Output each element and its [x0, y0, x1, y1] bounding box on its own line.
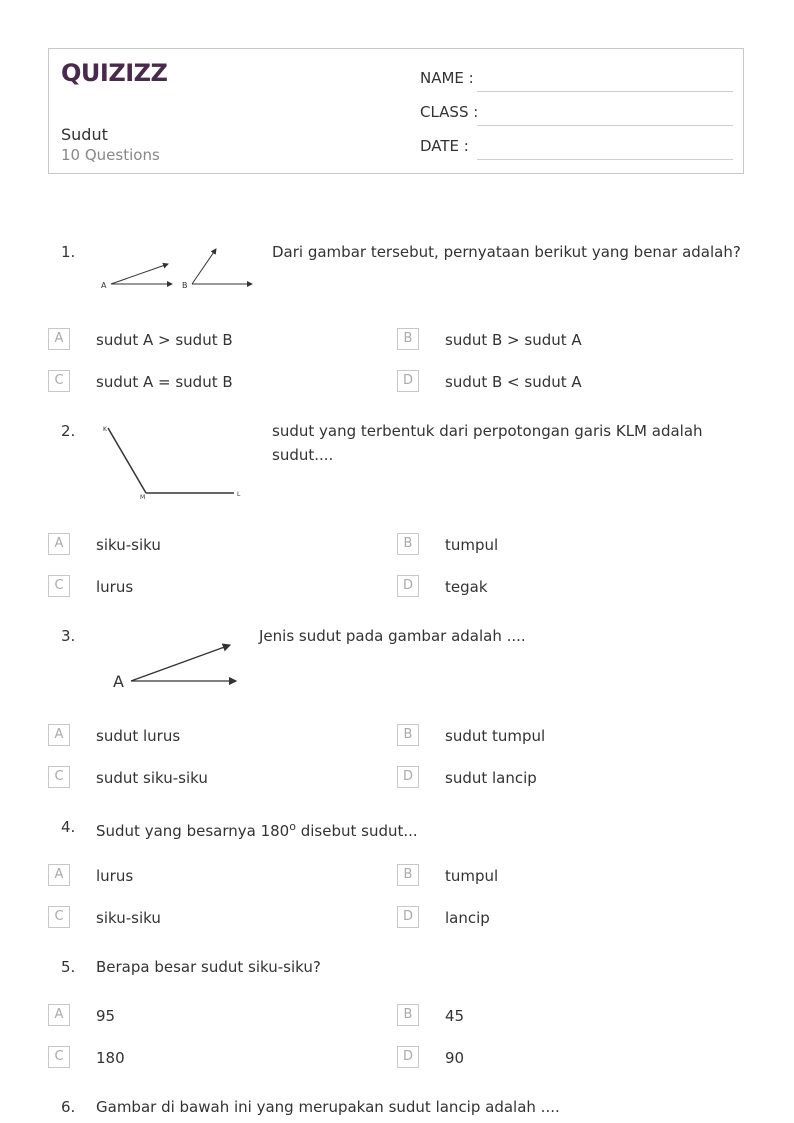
- name-field: [420, 69, 474, 87]
- question-1-figure: [96, 244, 256, 294]
- class-line[interactable]: [477, 125, 733, 126]
- question-text-line: sudut....: [272, 446, 334, 464]
- option-letter[interactable]: D: [397, 906, 419, 928]
- question-count: 10 Questions: [61, 146, 160, 164]
- date-label: DATE :: [420, 137, 469, 155]
- option-letter[interactable]: B: [397, 724, 419, 746]
- option-text: 90: [445, 1049, 465, 1067]
- figure-label: A: [113, 672, 124, 691]
- question-text: Berapa besar sudut siku-siku?: [96, 958, 321, 976]
- option-letter[interactable]: C: [48, 766, 70, 788]
- option-letter[interactable]: D: [397, 1046, 419, 1068]
- option-letter[interactable]: B: [397, 533, 419, 555]
- question-text: Dari gambar tersebut, pernyataan berikut yang benar adalah?: [272, 243, 741, 261]
- question-text: Jenis sudut pada gambar adalah ....: [259, 627, 526, 645]
- figure-label: L: [237, 491, 241, 498]
- option-letter[interactable]: B: [397, 1004, 419, 1026]
- degree-superscript: o: [289, 820, 296, 833]
- question-number: 4.: [61, 818, 76, 836]
- question-text-line: sudut yang terbentuk dari perpotongan garis KLM adalah: [272, 422, 703, 440]
- question-number: 2.: [61, 422, 76, 440]
- name-line[interactable]: [477, 91, 733, 92]
- question-text: Gambar di bawah ini yang merupakan sudut lancip adalah ....: [96, 1098, 560, 1116]
- option-letter[interactable]: C: [48, 370, 70, 392]
- question-2-figure: [96, 420, 256, 504]
- question-3-figure: [108, 636, 244, 694]
- option-letter[interactable]: A: [48, 864, 70, 886]
- option-text: sudut lurus: [96, 727, 181, 745]
- question-text: [96, 815, 418, 843]
- class-field: [420, 103, 478, 121]
- option-text: sudut A > sudut B: [96, 331, 233, 349]
- option-text: 95: [96, 1007, 116, 1025]
- option-text: 45: [445, 1007, 465, 1025]
- option-text: lurus: [96, 578, 134, 596]
- figure-label: M: [140, 494, 146, 501]
- option-letter[interactable]: C: [48, 1046, 70, 1068]
- question-number: 3.: [61, 627, 76, 645]
- option-letter[interactable]: D: [397, 575, 419, 597]
- option-text: tumpul: [445, 867, 499, 885]
- figure-label: A: [101, 281, 107, 290]
- date-line[interactable]: [477, 159, 733, 160]
- option-letter[interactable]: A: [48, 1004, 70, 1026]
- option-letter[interactable]: C: [48, 906, 70, 928]
- option-letter[interactable]: D: [397, 766, 419, 788]
- option-text: sudut tumpul: [445, 727, 546, 745]
- name-label: NAME :: [420, 69, 474, 87]
- option-text: tegak: [445, 578, 488, 596]
- question-text-main: Sudut yang besarnya 180: [96, 822, 290, 840]
- option-letter[interactable]: B: [397, 864, 419, 886]
- option-text: 180: [96, 1049, 125, 1067]
- option-text: sudut lancip: [445, 769, 537, 787]
- question-text-rest: disebut sudut...: [295, 822, 418, 840]
- option-letter[interactable]: C: [48, 575, 70, 597]
- option-letter[interactable]: D: [397, 370, 419, 392]
- option-text: siku-siku: [96, 909, 161, 927]
- option-letter[interactable]: B: [397, 328, 419, 350]
- option-text: sudut B < sudut A: [445, 373, 582, 391]
- question-number: 1.: [61, 243, 76, 261]
- option-letter[interactable]: A: [48, 724, 70, 746]
- option-letter[interactable]: A: [48, 328, 70, 350]
- option-text: sudut siku-siku: [96, 769, 208, 787]
- worksheet-header: [48, 48, 744, 174]
- question-number: 6.: [61, 1098, 76, 1116]
- figure-label: B: [182, 281, 188, 290]
- option-text: lurus: [96, 867, 134, 885]
- worksheet-title: Sudut: [61, 125, 108, 144]
- option-text: tumpul: [445, 536, 499, 554]
- question-number: 5.: [61, 958, 76, 976]
- figure-label: K: [103, 426, 107, 433]
- option-text: sudut B > sudut A: [445, 331, 582, 349]
- option-text: siku-siku: [96, 536, 161, 554]
- option-text: sudut A = sudut B: [96, 373, 233, 391]
- quizizz-logo: QUIZIZZ: [61, 59, 168, 87]
- option-text: lancip: [445, 909, 490, 927]
- option-letter[interactable]: A: [48, 533, 70, 555]
- date-field: [420, 137, 469, 155]
- class-label: CLASS :: [420, 103, 479, 121]
